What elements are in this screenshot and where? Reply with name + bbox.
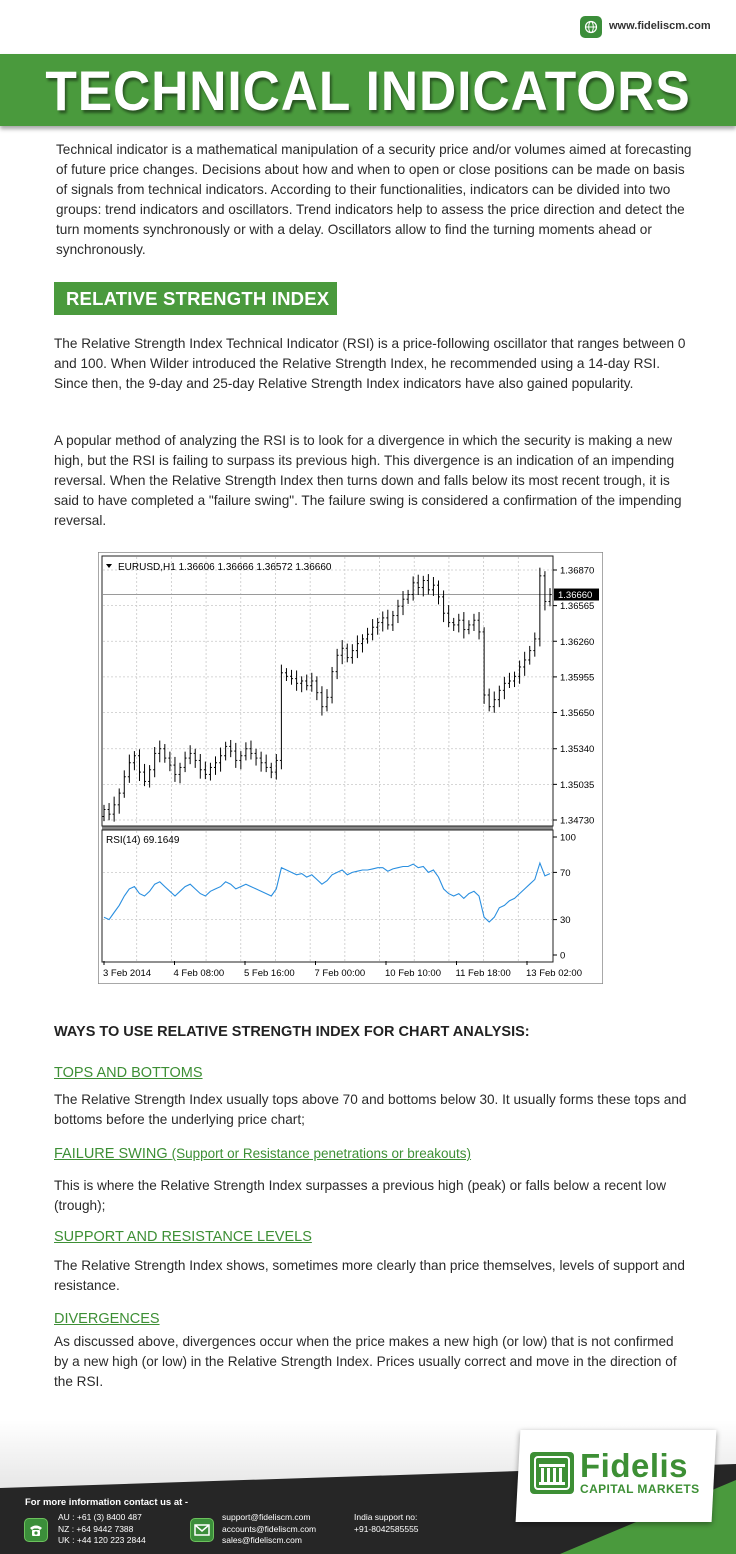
phone-uk[interactable]: UK : +44 120 223 2844	[58, 1535, 146, 1545]
chart-title: EURUSD,H1 1.36606 1.36666 1.36572 1.36660	[118, 562, 332, 573]
price-tick-label: 1.36870	[560, 565, 595, 577]
india-support-number[interactable]: +91-8042585555	[354, 1523, 419, 1534]
x-tick-label: 3 Feb 2014	[103, 968, 152, 979]
rsi-label: RSI(14) 69.1649	[106, 835, 180, 846]
email-support[interactable]: support@fideliscm.com	[222, 1512, 311, 1522]
rsi-tick-label: 30	[560, 915, 571, 927]
divergences-text: As discussed above, divergences occur when the price makes a new high (or low) that is not confirmed by a new high (or low) in the Relative Strength Index. Prices usually correct and move in the direction of the RSI.	[54, 1334, 677, 1389]
phone-list	[58, 1512, 146, 1547]
page-title: TECHNICAL INDICATORS	[45, 59, 691, 122]
rsi-paragraph-2: A popular method of analyzing the RSI is to look for a divergence in which the security is making a new high, but the RSI is failing to surpass its previous high. This divergence is an indication of an impending reversal. When the Relative Strength Index then turns down and falls below its most recent trough, it is said to have completed a "failure swing". The failure swing is considered a confirmation of the impending reversal.	[54, 433, 682, 528]
rsi-paragraph-1: The Relative Strength Index Technical Indicator (RSI) is a price-following oscillator that ranges between 0 and 100. When Wilder introduced the Relative Strength Index, he recommended using a 14-day RSI. Since then, the 9-day and 25-day Relative Strength Index indicators have also gained popularity.	[54, 336, 686, 391]
envelope-icon	[190, 1518, 214, 1542]
price-tick-label: 1.35340	[560, 744, 595, 756]
email-list	[222, 1512, 316, 1547]
x-tick-label: 5 Feb 16:00	[244, 968, 295, 979]
india-support	[354, 1512, 419, 1535]
intro-paragraph: Technical indicator is a mathematical manipulation of a security price and/or volumes aimed at forecasting of future price changes. Decisions about how and when to open or close positions can be made on basis of signals from technical indicators. According to their functionalities, indicators can be divided into two groups: trend indicators and oscillators. Trend indicators help to assess the price direction and detect the turn moments synchronously or with a delay. Oscillators allow to find the turning moments ahead or synchronously.	[56, 142, 692, 257]
globe-icon	[580, 16, 602, 38]
price-tick-label: 1.36260	[560, 636, 595, 648]
failure-swing-note: (Support or Resistance penetrations or breakouts)	[171, 1146, 472, 1161]
price-tick-label: 1.36565	[560, 601, 595, 613]
phone-au[interactable]: AU : +61 (3) 8400 487	[58, 1512, 142, 1522]
price-tick-label: 1.34730	[560, 815, 595, 827]
pillar-logo-icon	[530, 1452, 574, 1494]
divergences-heading: DIVERGENCES	[54, 1311, 160, 1327]
contact-title: For more information contact us at -	[25, 1497, 189, 1508]
ways-heading: WAYS TO USE RELATIVE STRENGTH INDEX FOR CHART ANALYSIS:	[54, 1024, 530, 1040]
brand-subtitle: CAPITAL MARKETS	[580, 1482, 700, 1496]
x-tick-label: 10 Feb 10:00	[385, 968, 441, 979]
current-price-label: 1.36660	[558, 590, 593, 602]
phone-icon	[24, 1518, 48, 1542]
failure-swing-text: This is where the Relative Strength Index surpasses a previous high (peak) or falls below a recent low (trough);	[54, 1178, 667, 1213]
x-tick-label: 11 Feb 18:00	[455, 968, 511, 979]
website-link[interactable]: www.fideliscm.com	[609, 20, 711, 32]
top-bar	[0, 0, 736, 54]
support-resistance-text: The Relative Strength Index shows, sometimes more clearly than price themselves, levels of support and resistance.	[54, 1258, 685, 1293]
rsi-tick-label: 0	[560, 950, 566, 962]
tops-bottoms-text: The Relative Strength Index usually tops above 70 and bottoms below 30. It usually forms these tops and bottoms before the underlying price chart;	[54, 1092, 687, 1127]
price-tick-label: 1.35955	[560, 672, 595, 684]
rsi-tick-label: 70	[560, 867, 571, 879]
x-tick-label: 7 Feb 00:00	[314, 968, 366, 979]
rsi-section-tag: RELATIVE STRENGTH INDEX	[54, 282, 337, 315]
x-tick-label: 13 Feb 02:00	[526, 968, 582, 979]
eurusd-rsi-chart	[98, 552, 603, 984]
rsi-tick-label: 100	[560, 832, 576, 844]
phone-nz[interactable]: NZ : +64 9442 7388	[58, 1523, 134, 1534]
tops-bottoms-heading: TOPS AND BOTTOMS	[54, 1065, 203, 1081]
india-support-label: India support no:	[354, 1512, 418, 1522]
failure-swing-heading	[54, 1146, 471, 1162]
title-banner	[0, 54, 736, 126]
email-accounts[interactable]: accounts@fideliscm.com	[222, 1523, 317, 1534]
price-tick-label: 1.35035	[560, 779, 595, 791]
brand-name: Fidelis	[580, 1447, 689, 1484]
price-tick-label: 1.35650	[560, 708, 595, 720]
failure-swing-title: FAILURE SWING	[54, 1146, 168, 1162]
support-resistance-heading: SUPPORT AND RESISTANCE LEVELS	[54, 1229, 312, 1245]
x-tick-label: 4 Feb 08:00	[173, 968, 225, 979]
email-sales[interactable]: sales@fideliscm.com	[222, 1535, 302, 1545]
